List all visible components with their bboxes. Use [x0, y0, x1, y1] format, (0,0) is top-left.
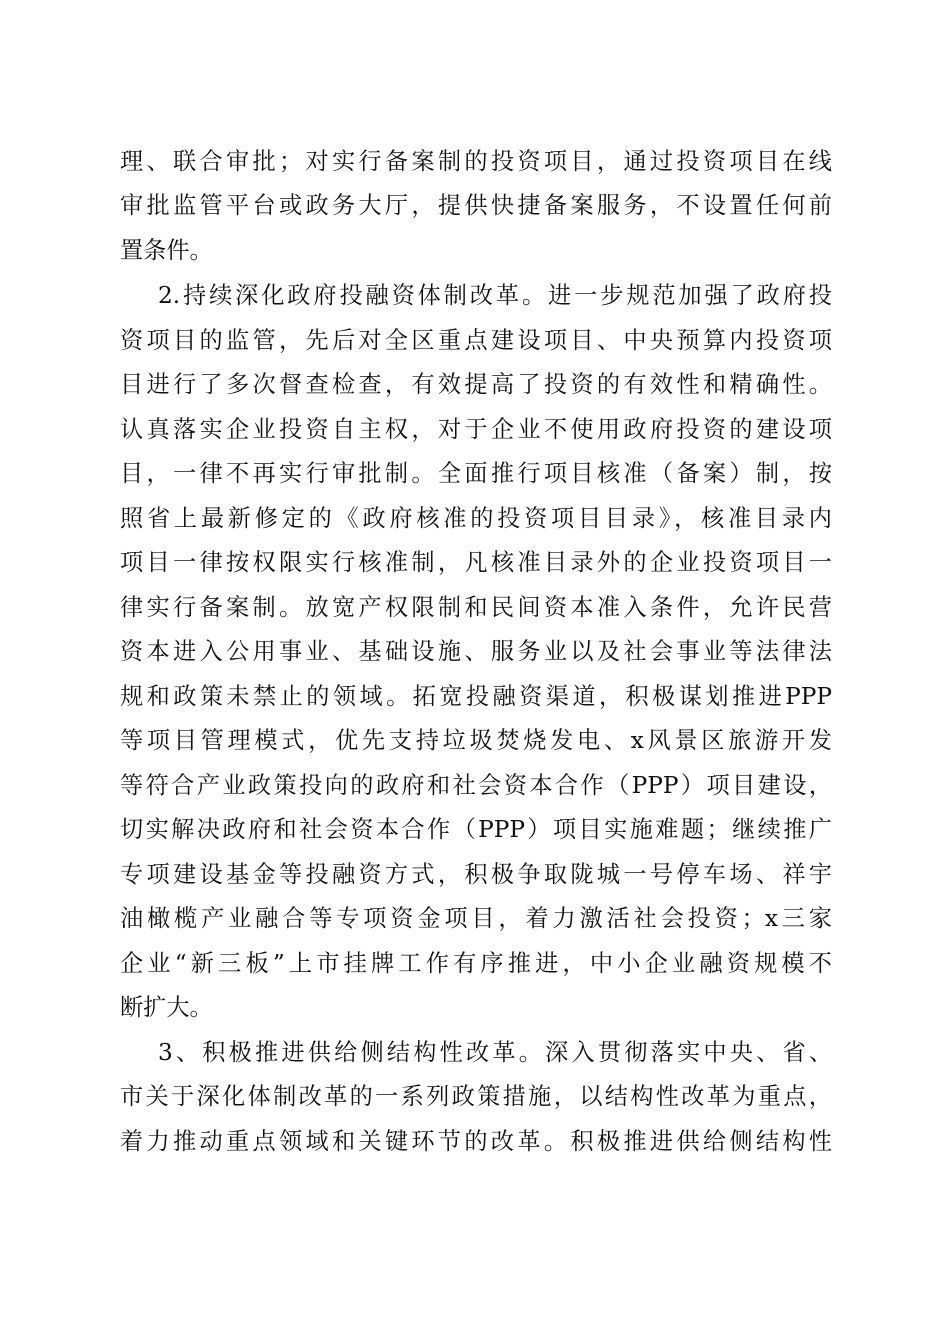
text-line-2: 审批监管平台或政务大厅，提供快捷备案服务，不设置任何前 — [120, 192, 832, 219]
text-line-1: 理、联合审批；对实行备案制的投资项目，通过投资项目在线 — [120, 148, 832, 175]
text-line-16: 切实解决政府和社会资本合作（PPP）项目实施难题；继续推广 — [120, 816, 832, 843]
text-line-19: 企业“新三板”上市挂牌工作有序推进，中小企业融资规模不 — [120, 950, 832, 977]
text-line-11: 律实行备案制。放宽产权限制和民间资本准入条件，允许民营 — [120, 594, 832, 621]
text-line-21: 3、积极推进供给侧结构性改革。深入贯彻落实中央、省、 — [158, 1039, 832, 1066]
text-line-22: 市关于深化体制改革的一系列政策措施，以结构性改革为重点， — [120, 1083, 832, 1110]
text-line-15: 等符合产业政策投向的政府和社会资本合作（PPP）项目建设， — [120, 772, 832, 799]
text-line-4: 2.持续深化政府投融资体制改革。进一步规范加强了政府投 — [158, 282, 832, 309]
text-line-17: 专项建设基金等投融资方式，积极争取陇城一号停车场、祥宇 — [120, 861, 832, 888]
text-line-3: 置条件。 — [120, 237, 213, 264]
text-line-10: 项目一律按权限实行核准制，凡核准目录外的企业投资项目一 — [120, 549, 832, 576]
text-line-20: 断扩大。 — [120, 994, 213, 1021]
text-line-8: 目，一律不再实行审批制。全面推行项目核准（备案）制，按 — [120, 460, 832, 487]
text-line-6: 目进行了多次督查检查，有效提高了投资的有效性和精确性。 — [120, 371, 832, 398]
text-line-7: 认真落实企业投资自主权，对于企业不使用政府投资的建设项 — [120, 416, 832, 443]
text-line-14: 等项目管理模式，优先支持垃圾焚烧发电、x风景区旅游开发 — [120, 727, 832, 754]
text-line-23: 着力推动重点领域和关键环节的改革。积极推进供给侧结构性 — [120, 1128, 832, 1155]
text-line-5: 资项目的监管，先后对全区重点建设项目、中央预算内投资项 — [120, 327, 832, 354]
text-line-9: 照省上最新修定的《政府核准的投资项目目录》，核准目录内 — [120, 505, 832, 532]
text-line-12: 资本进入公用事业、基础设施、服务业以及社会事业等法律法 — [120, 638, 832, 665]
text-line-13: 规和政策未禁止的领域。拓宽投融资渠道，积极谋划推进PPP — [120, 683, 832, 710]
text-line-18: 油橄榄产业融合等专项资金项目，着力激活社会投资；x三家 — [120, 905, 832, 932]
